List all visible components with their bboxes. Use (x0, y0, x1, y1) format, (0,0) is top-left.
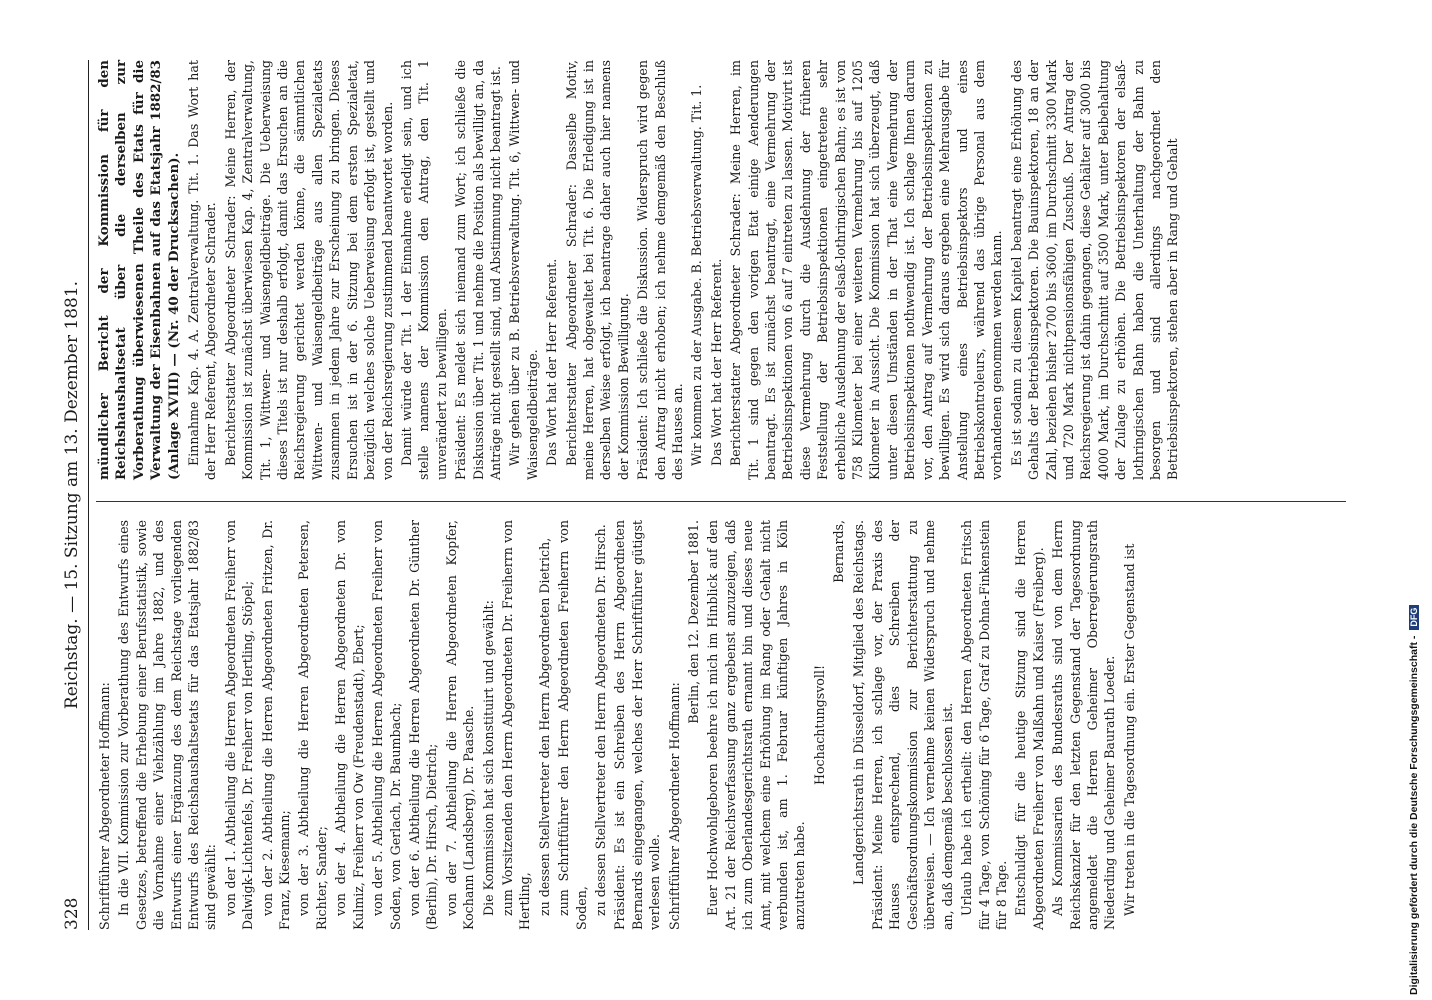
paragraph: Als Kommissarien des Bundesraths sind von dem Herrn Reichskanzler für den letzten Gegenstand der Tagesordnung angemeldet die Herren Geheimer Oberregierungsrath Niederding und Geheimer Baurath Loeder. (1050, 520, 1118, 930)
page-header (58, 60, 89, 930)
paragraph: Einnahme Kap. 4. A. Zentralverwaltung. Tit. 1. Das Wort hat der Herr Referent, Abgeordneter Schrader. (186, 60, 219, 480)
paragraph: von der 6. Abtheilung die Herren Abgeordneten Dr. Günther (Berlin), Dr. Hirsch, Dietrich; (406, 520, 440, 930)
paragraph: Schriftführer Abgeordneter Hoffmann: (666, 682, 682, 930)
paragraph: zum Schriftführer den Herrn Abgeordneten Freiherrn von Soden, (556, 520, 589, 930)
paragraph: von der 5. Abtheilung die Herren Abgeordneten Freiherr von Soden, von Gerlach, Dr. Baumbach; (370, 520, 403, 930)
paragraph: Das Wort hat der Herr Referent. (544, 258, 560, 466)
paragraph: zum Vorsitzenden den Herrn Abgeordneten Dr. Freiherrn von Hertling, (499, 520, 533, 930)
dfg-logo: DFG (1409, 605, 1419, 630)
paragraph: Das Wort hat der Herr Referent. (708, 258, 724, 466)
paragraph: Hochachtungsvoll! (811, 664, 827, 786)
paragraph: Wir gehen über zu B. Betriebsverwaltung. Tit. 6, Wittwen- und Waisengeldbeiträge. (507, 60, 540, 480)
paragraph: von der 4. Abtheilung die Herren Abgeordneten Dr. von Kulmiz, Freiherr von Ow (Freudenstadt), Ebert; (333, 520, 366, 930)
paragraph: Die Kommission hat sich konstituirt und gewählt: (480, 600, 496, 916)
paragraph: Bernards, (831, 520, 847, 583)
paragraph: Präsident: Meine Herren, ich schlage vor, der Praxis des Hauses entsprechend, dies Schreiben der Geschäftsordnungskommission zur Berichterstattung zu überweisen. — Ich vernehme keinen Widerspruch und nehme an, daß demgemäß beschlossen ist. (870, 520, 955, 930)
paragraph: von der 2. Abtheilung die Herren Abgeordneten Fritzen, Dr. Franz, Kiesemann; (259, 520, 293, 930)
paragraph: Berichterstatter Abgeordneter Schrader: Meine Herren, im Tit. 1 sind gegen den vorigen Etat einige Aenderungen beantragt. Es ist zunächst beantragt, eine Vermehrung der Betriebsinspektionen von 6 auf 7 eintreten zu lassen. Motivirt ist diese Vermehrung durch die Ausdehnung der früheren Feststellung der Betriebsinspektionen eingetretene sehr erhebliche Ausdehnung der elsaß-lothringischen Bahn; es ist von 758 Kilometer bei einer weiteren Vermehrung bis auf 1205 Kilometer in Aussicht. Die Kommission hat sich überzeugt, daß unter diesen Umständen in der That eine Vermehrung der Betriebsinspektionen nothwendig ist. Ich schlage Ihnen darum vor, den Antrag auf Vermehrung der Betriebsinspektionen zu bewilligen. Es wird sich daraus ergeben eine Mehrausgabe für Anstellung eines Betriebsinspektors und eines Betriebskontroleurs, während das übrige Personal aus dem vorhandenen genommen werden kann. (728, 60, 1005, 480)
paragraph: von der 7. Abtheilung die Herren Abgeordneten Kopfer, Kochann (Landsberg), Dr. Paasche. (443, 520, 477, 930)
paragraph: Berichterstatter Abgeordneter Schrader: Meine Herren, der Kommission ist zunächst überwiesen Kap. 4, Zentralverwaltung, Tit. 1, Wittwen- und Waisengeldbeiträge. Die Ueberweisung dieses Titels ist nur deshalb erfolgt, damit das Ersuchen an die Reichsregierung gerichtet werden könne, die sämmtlichen Wittwen- und Waisengeldbeiträge aus allen Spezialetats zusammen in jedem Jahre zur Erscheinung zu bringen. Dieses Ersuchen ist in der 6. Sitzung bei dem ersten Spezialetat, bezüglich welches solche Ueberweisung erfolgt ist, gestellt und von der Reichsregierung zustimmend beantwortet worden. (222, 60, 395, 480)
right-column (96, 60, 1184, 480)
paragraph: Wir treten in die Tagesordnung ein. Erster Gegenstand ist (1121, 543, 1137, 916)
paragraph: von der 3. Abtheilung die Herren Abgeordneten Petersen, Richter, Sander; (296, 520, 329, 930)
paragraph: Wir kommen zu der Ausgabe. B. Betriebsverwaltung. Tit. 1. (689, 84, 705, 466)
left-column (96, 520, 1140, 930)
page-number: 328 (62, 897, 82, 930)
paragraph: Landgerichtsrath in Düsseldorf, Mitglied des Reichstags. (850, 520, 866, 885)
paragraph: Berlin, den 12. Dezember 1881. (686, 520, 701, 724)
column-divider (96, 501, 1346, 502)
paragraph: In die VII. Kommission zur Vorberathung des Entwurfs eines Gesetzes, betreffend die Erhebung einer Berufsstatistik, sowie die Vornahme einer Viehzählung im Jahre 1882, und des Entwurfs einer Ergänzung des dem Reichstage vorliegenden Entwurfs des Reichshaushaltsetats für das Etatsjahr 1882/83 sind gewählt: (116, 520, 219, 930)
dfg-digitization-note (1408, 5, 1420, 995)
paragraph: zu dessen Stellvertreter den Herrn Abgeordneten Dietrich, (536, 537, 552, 916)
dfg-note-text: Digitalisierung gefördert durch die Deutsche Forschungsgemeinschaft - (1408, 635, 1420, 995)
paragraph: Berichterstatter Abgeordneter Schrader: Dasselbe Motiv, meine Herren, hat obgewaltet bei Tit. 6. Die Erledigung ist in derselben Weise erfolgt, ich beantrage daher auch hier namens der Kommission Bewilligung. (563, 60, 631, 480)
paragraph: Präsident: Ich schließe die Diskussion. Widerspruch wird gegen den Antrag nicht erhoben; ich nehme demgemäß den Beschluß des Hauses an. (635, 60, 685, 480)
paragraph: zu dessen Stellvertreter den Herrn Abgeordneten Dr. Hirsch. (592, 524, 608, 916)
paragraph: Urlaub habe ich ertheilt: den Herren Abgeordneten Fritsch für 4 Tage, von Schöning für 6 Tage, Graf zu Dohna-Finkenstein für 8 Tage. (959, 520, 1009, 930)
paragraph: Euer Hochwohlgeboren beehre ich mich im Hinblick auf den Art. 21 der Reichsverfassung ganz ergebenst anzuzeigen, daß ich zum Oberlandesgerichtsrath ernannt bin und dieses neue Amt, mit welchem eine Erhöhung im Rang oder Gehalt nicht verbunden ist, am 1. Februar künftigen Jahres in Köln anzutreten habe. (705, 520, 808, 930)
paragraph: von der 1. Abtheilung die Herren Abgeordneten Freiherr von Dalwigk-Lichtenfels, Dr. Freiherr von Hertling, Stöpel; (222, 520, 256, 930)
running-title: Reichstag. — 15. Sitzung am 13. Dezember 1881. (62, 280, 82, 710)
paragraph: Schriftführer Abgeordneter Hoffmann: (97, 682, 112, 930)
paragraph: mündlicher Bericht der Kommission für den Reichshaushaltsetat über die derselben zur Vorberathung überwiesenen Theile des Etats für die Verwaltung der Eisenbahnen auf das Etatsjahr 1882/83 (Anlage XVIII) — (Nr. 40 der Drucksachen). (96, 60, 182, 480)
paragraph: Präsident: Es meldet sich niemand zum Wort; ich schließe die Diskussion über Tit. 1 und nehme die Position als bewilligt an, da Anträge nicht gestellt sind, und Abstimmung nicht beantragt ist. (453, 60, 503, 480)
paragraph: Präsident: Es ist ein Schreiben des Herrn Abgeordneten Bernards eingegangen, welches der Herr Schriftführer gütigst verlesen wolle. (612, 520, 663, 930)
paragraph: Es ist sodann zu diesem Kapitel beantragt eine Erhöhung des Gehalts der Betriebsinspektoren. Die Bauinspektoren, 18 an der Zahl, beziehen bisher 2700 bis 3600, im Durchschnitt 3300 Mark und 720 Mark nichtpensionsfähigen Zuschuß. Der Antrag der Reichsregierung ist dahin gegangen, diese Gehälter auf 3000 bis 4000 Mark, im Durchschnitt auf 3500 Mark, unter Beibehaltung der Zulage zu erhöhen. Die Betriebsinspektoren der elsaß-lothringischen Bahn haben die Unterhaltung der Bahn zu besorgen und sind allerdings nachgeordnet den Betriebsinspektoren, stehen aber in Rang und Gehalt (1008, 60, 1181, 480)
paragraph: Damit würde der Tit. 1 der Einnahme erledigt sein, und ich stelle namens der Kommission den Antrag, den Tit. 1 unverändert zu bewilligen. (398, 60, 449, 480)
paragraph: Entschuldigt für die heutige Sitzung sind die Herren Abgeordneten Freiherr von Malßahn und Kaiser (Freiberg). (1013, 520, 1046, 930)
